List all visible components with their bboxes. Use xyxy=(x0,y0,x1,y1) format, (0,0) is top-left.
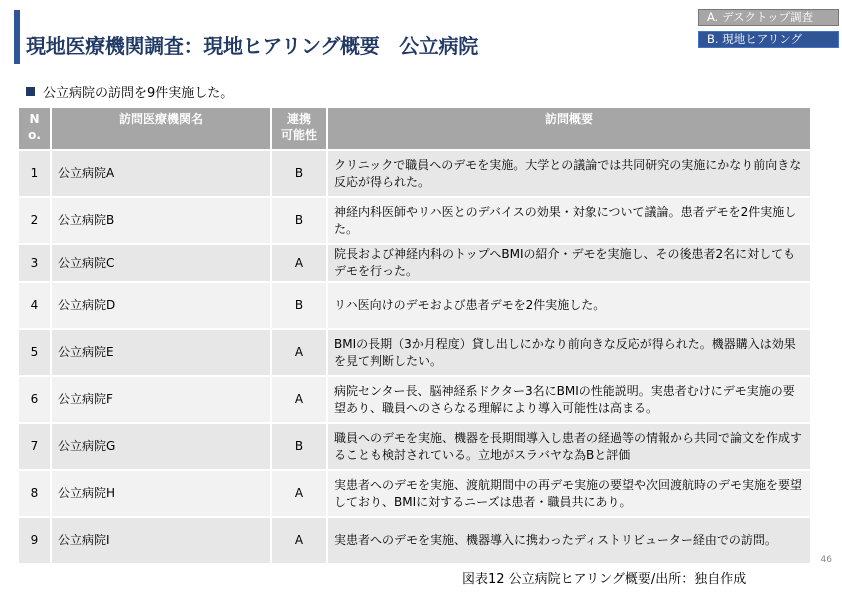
hospital-name: 公立病院D xyxy=(51,282,271,329)
visit-summary: クリニックで職員へのデモを実施。大学との議論では共同研究の実施にかなり前向きな反応が得られた。 xyxy=(327,150,811,197)
table-row xyxy=(18,470,811,517)
hospital-name: 公立病院A xyxy=(51,150,271,197)
cooperation-rating: A xyxy=(271,470,327,517)
cooperation-rating: A xyxy=(271,517,327,564)
row-number: 2 xyxy=(18,197,51,244)
row-number: 4 xyxy=(18,282,51,329)
table-row xyxy=(18,282,811,329)
hospital-name: 公立病院H xyxy=(51,470,271,517)
row-number: 1 xyxy=(18,150,51,197)
table-row xyxy=(18,244,811,282)
hospital-name: 公立病院B xyxy=(51,197,271,244)
cooperation-rating: B xyxy=(271,423,327,470)
hospital-name: 公立病院E xyxy=(51,329,271,376)
cooperation-rating: A xyxy=(271,244,327,282)
table-row xyxy=(18,329,811,376)
page-title: 現地医療機関調査：現地ヒアリング概要 公立病院 xyxy=(26,34,478,58)
intro-text: 公立病院の訪問を9件実施した。 xyxy=(43,86,234,101)
visit-summary: 実患者へのデモを実施、渡航期間中の再デモ実施の要望や次回渡航時のデモ実施を要望しており、BMIに対するニーズは患者・職員共にあり。 xyxy=(327,470,811,517)
table-row xyxy=(18,197,811,244)
table-row xyxy=(18,423,811,470)
cooperation-rating: A xyxy=(271,329,327,376)
row-number: 9 xyxy=(18,517,51,564)
row-number: 3 xyxy=(18,244,51,282)
header-summary: 訪問概要 xyxy=(327,107,811,150)
figure-caption: 図表12 公立病院ヒアリング概要/出所：独自作成 xyxy=(462,572,747,587)
cooperation-rating: B xyxy=(271,150,327,197)
row-number: 5 xyxy=(18,329,51,376)
cooperation-rating: A xyxy=(271,376,327,423)
table-row xyxy=(18,517,811,564)
visit-summary: 職員へのデモを実施、機器を長期間導入し患者の経過等の情報から共同で論文を作成することも検討されている。立地がスラバヤな為Bと評価 xyxy=(327,423,811,470)
cooperation-rating: B xyxy=(271,282,327,329)
header-no: N o. xyxy=(18,107,51,150)
visit-summary: 病院センター長、脳神経系ドクター3名にBMIの性能説明。実患者むけにデモ実施の要望あり、職員へのさらなる理解により導入可能性は高まる。 xyxy=(327,376,811,423)
visit-summary: リハ医向けのデモおよび患者デモを2件実施した。 xyxy=(327,282,811,329)
title-accent-bar xyxy=(14,10,20,64)
hospital-name: 公立病院C xyxy=(51,244,271,282)
table-row xyxy=(18,150,811,197)
visit-summary: 実患者へのデモを実施、機器導入に携わったディストリビューター経由での訪問。 xyxy=(327,517,811,564)
row-number: 8 xyxy=(18,470,51,517)
tab-desktop-survey[interactable]: A. デスクトップ調査 xyxy=(698,9,839,26)
visit-summary: BMIの長期（3か月程度）貸し出しにかなり前向きな反応が得られた。機器購入は効果を見て判断したい。 xyxy=(327,329,811,376)
page-number: 46 xyxy=(820,555,832,565)
square-bullet-icon xyxy=(26,87,35,96)
table-row xyxy=(18,376,811,423)
header-cooperation: 連携 可能性 xyxy=(271,107,327,150)
visit-summary: 院長および神経内科のトップへBMIの紹介・デモを実施し、その後患者2名に対してもデモを行った。 xyxy=(327,244,811,282)
hospital-name: 公立病院G xyxy=(51,423,271,470)
table-header-row xyxy=(18,107,811,150)
row-number: 7 xyxy=(18,423,51,470)
cooperation-rating: B xyxy=(271,197,327,244)
visit-summary: 神経内科医師やリハ医とのデバイスの効果・対象について議論。患者デモを2件実施した。 xyxy=(327,197,811,244)
hospital-name: 公立病院F xyxy=(51,376,271,423)
tab-field-hearing[interactable]: B. 現地ヒアリング xyxy=(698,31,839,48)
hospital-name: 公立病院I xyxy=(51,517,271,564)
header-hospital-name: 訪問医療機関名 xyxy=(51,107,271,150)
intro-bullet xyxy=(26,82,233,101)
hospital-visit-table xyxy=(17,106,812,565)
section-tabs xyxy=(698,9,839,53)
row-number: 6 xyxy=(18,376,51,423)
